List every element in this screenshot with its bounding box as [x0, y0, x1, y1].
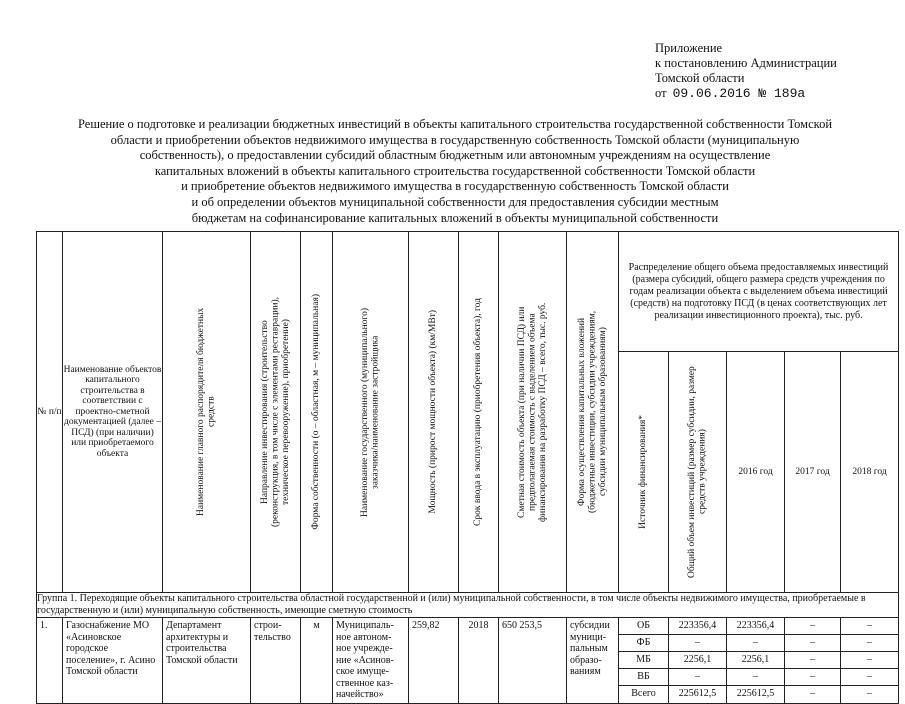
approval-block: [655, 41, 837, 101]
approval-date: 09.06.2016 № 189а: [672, 86, 806, 101]
header-form: Форма осуществления капитальных вложений (бюджетные инвестиции, субсидии учреждениям, субсидии муниципальным образованиям): [576, 310, 608, 514]
y2016-cell: 225612,5: [727, 686, 785, 703]
total-cell: –: [669, 635, 727, 652]
y2018-cell: –: [841, 618, 899, 635]
document-title: [40, 117, 870, 226]
row-object: Газоснабжение МО «Асиновское городское поселение», г. Асино Томской области: [63, 618, 163, 704]
total-cell: –: [669, 669, 727, 686]
y2018-cell: –: [841, 635, 899, 652]
y2017-cell: –: [785, 686, 841, 703]
header-distribution: Распределение общего объема предоставляемых инвестиций (размера субсидий, общего размера средств учреждения по годам реализации объекта с выделением объема инвестиций (средств) на подготовку ПСД (в ценах соответствующих лет реализации инвестиционного проекта), тыс. руб.: [619, 232, 899, 352]
investment-table: [36, 231, 899, 704]
header-object: Наименование объектов капитального строительства в соответствии с проектно-сметной документацией (далее – ПСД) (при наличии) или приобретаемого объекта: [63, 232, 163, 593]
row-cost: 650 253,5: [499, 618, 567, 704]
total-cell: 2256,1: [669, 652, 727, 669]
y2016-cell: 223356,4: [727, 618, 785, 635]
group-1-row: Группа 1. Переходящие объекты капитального строительства областной государственной и (или) муниципальной собственности, в том числе объекты недвижимого имущества, приобретаемые в государственную и (или) муниципальную собственность, имеющие сметную стоимость: [37, 593, 899, 618]
row-num: 1.: [37, 618, 63, 704]
y2017-cell: –: [785, 652, 841, 669]
header-ownership: Форма собственности (о – областная, м – муниципальная): [311, 294, 322, 530]
row-manager: Департамент архитектуры и строительства Томской области: [163, 618, 251, 704]
title-line: капитальных вложений в объекты капитального строительства государственной собственности Томской области: [154, 163, 756, 178]
row-direction: строи-тельство: [251, 618, 301, 704]
y2016-cell: –: [727, 635, 785, 652]
title-line: бюджетам на софинансирование капитальных вложений в объекты муниципальной собственности: [191, 210, 719, 225]
title-line: Решение о подготовке и реализации бюджетных инвестиций в объекты капитального строительства государственной собственности Томской: [77, 117, 833, 131]
y2016-cell: 2256,1: [727, 652, 785, 669]
approval-line-3: Томской области: [655, 71, 745, 85]
header-term: Срок ввода в эксплуатацию (приобретения объекта), год: [473, 298, 484, 526]
approval-line-1: Приложение: [655, 41, 723, 55]
row-customer: Муниципаль-ное автоном-ное учрежде-ние «Асинов-ское имуще-ственное каз-начейство»: [333, 618, 409, 704]
y2018-cell: –: [841, 652, 899, 669]
header-capacity: Мощность (прирост мощности объекта) (км/МВт): [428, 310, 439, 514]
header-2016: 2016 год: [727, 352, 785, 593]
source-cell: МБ: [619, 652, 669, 669]
header-customer: Наименование государственного (муниципального) заказчика/наименование застройщика: [360, 307, 381, 517]
row-ownership: м: [301, 618, 333, 704]
header-manager: Наименование главного распорядителя бюджетных средств: [196, 307, 217, 517]
header-2017: 2017 год: [785, 352, 841, 593]
y2017-cell: –: [785, 669, 841, 686]
header-source: Источник финансирования*: [638, 415, 649, 529]
title-line: и об определении объектов муниципальной собственности для предоставления субсидии местным: [191, 194, 719, 209]
row-term: 2018: [459, 618, 499, 704]
date-label: от: [655, 86, 667, 100]
source-cell: Всего: [619, 686, 669, 703]
title-line: собственность), о предоставлении субсидий областным бюджетным или автономным учреждениям на осуществление: [139, 148, 771, 163]
approval-date-line: [655, 86, 837, 101]
row-form: субсидии муници-пальным образо-ваниям: [567, 618, 619, 704]
header-total-volume: Общий объем инвестиций (размер субсидии, размер средств учреждения): [687, 366, 708, 578]
total-cell: 223356,4: [669, 618, 727, 635]
source-cell: ФБ: [619, 635, 669, 652]
y2018-cell: –: [841, 669, 899, 686]
header-direction: Направление инвестирования (строительство (реконструкция, в том числе с элементами реставрации), техническое перевооружение), приобретение): [259, 297, 291, 527]
y2016-cell: –: [727, 669, 785, 686]
y2017-cell: –: [785, 618, 841, 635]
header-cost: Сметная стоимость объекта (при наличии ПСД) или предполагаемая стоимость с выделением объема финансирования на разработку ПСД – всего, тыс. руб.: [516, 302, 548, 522]
approval-line-2: к постановлению Администрации: [655, 56, 837, 70]
y2018-cell: –: [841, 686, 899, 703]
row-capacity: 259,82: [409, 618, 459, 704]
source-cell: ОБ: [619, 618, 669, 635]
total-cell: 225612,5: [669, 686, 727, 703]
source-cell: ВБ: [619, 669, 669, 686]
header-num: № п/п: [37, 232, 63, 593]
title-line: области и приобретении объектов недвижимого имущества в государственную собственность Томской области (муниципальную: [110, 132, 800, 147]
y2017-cell: –: [785, 635, 841, 652]
header-2018: 2018 год: [841, 352, 899, 593]
title-line: и приобретение объектов недвижимого имущества в государственную собственность Томской области: [181, 179, 729, 194]
